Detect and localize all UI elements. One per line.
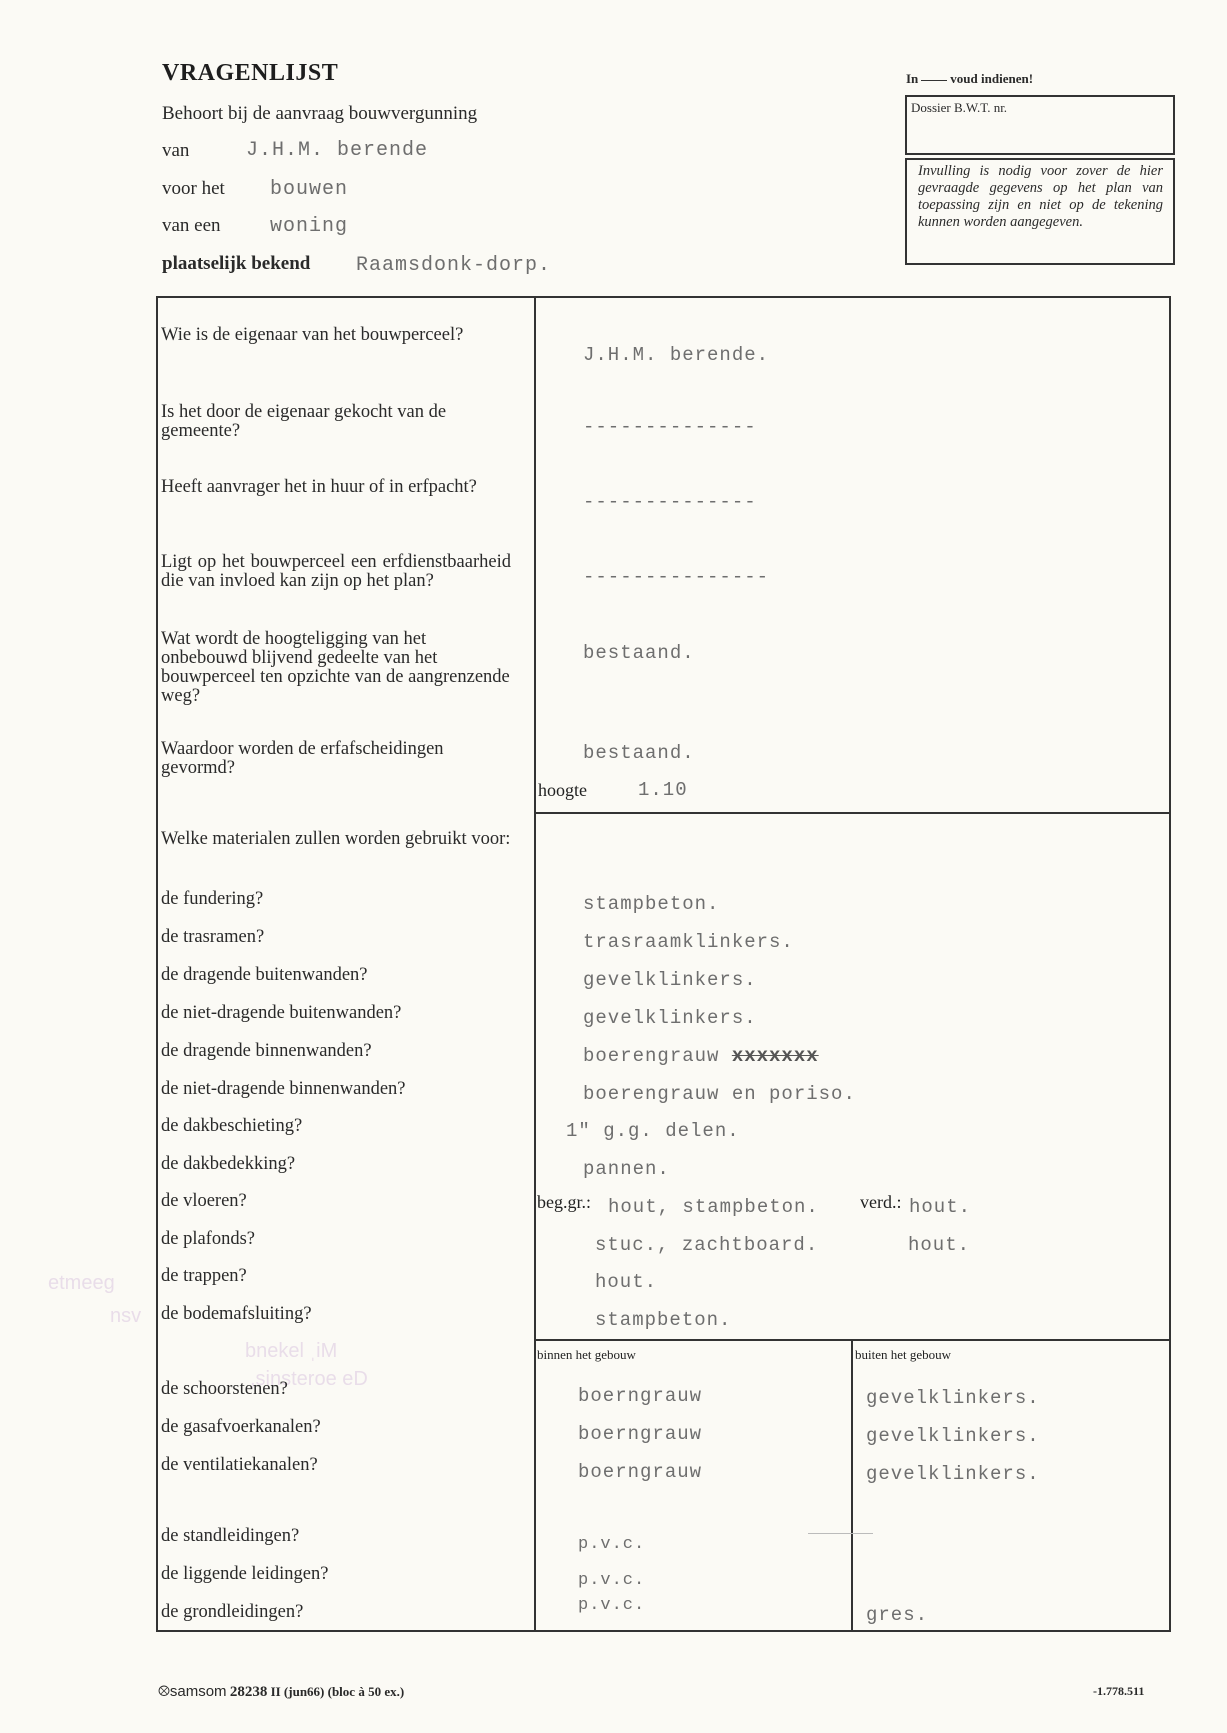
material-answer: boerengrauw en poriso. [583,1083,856,1105]
upper-floor-label: verd.: [860,1192,902,1212]
column-divider [534,296,536,1632]
question-elevation: Wat wordt de hoogteligging van het onbebouwd blijvend gedeelte van het bouwperceel ten opzichte van de aangrenzende weg? [161,629,510,706]
in-voud-prefix: In [906,71,919,86]
material-answer-ground-floor: hout, stampbeton. [608,1196,819,1218]
material-answer: hout. [595,1271,658,1293]
inside-outside-divider [851,1339,853,1632]
pipe-answer-inside: p.v.c. [578,1596,646,1615]
publisher-logo: ⮾samsom [158,1683,227,1700]
answer-bought-from-municipality: -------------- [583,416,757,438]
form-code: -1.778.511 [1093,1684,1145,1698]
answer-easement: --------------- [583,566,770,588]
submission-count-note [906,71,1033,87]
form-number: 28238 [229,1684,268,1700]
duct-answer-inside: boerngrauw [578,1423,703,1445]
duct-answer-inside: boerngrauw [578,1461,703,1483]
material-answer: gevelklinkers. [583,969,757,991]
duct-question: de ventilatiekanalen? [161,1455,318,1475]
bleedthrough-text: etmeeg [48,1272,115,1294]
pipe-answer-inside: p.v.c. [578,1535,646,1554]
material-question: de plafonds? [161,1229,256,1249]
form-title: VRAGENLIJST [162,60,339,86]
material-answer: gevelklinkers. [583,1007,757,1029]
field-purpose-label: voor het [162,178,225,199]
material-answer-upper-floor: hout. [909,1196,972,1218]
material-question: de dragende buitenwanden? [161,965,368,985]
material-answer: stampbeton. [595,1309,732,1331]
material-answer: stampbeton. [583,893,720,915]
question-lease: Heeft aanvrager het in huur of in erfpacht? [161,477,477,497]
material-question: de niet-dragende binnenwanden? [161,1079,406,1099]
material-question: de dragende binnenwanden? [161,1041,372,1061]
question-bought-from-municipality: Is het door de eigenaar gekocht van de gemeente? [161,402,447,441]
answer-boundaries: bestaand. [583,742,695,764]
dash-mark [808,1533,873,1534]
field-object-label: van een [162,215,221,236]
pipe-question: de liggende leidingen? [161,1564,329,1584]
form-edition: II (jun66) (bloc à 50 ex.) [270,1684,405,1699]
instruction-text: Invulling is nodig voor zover de hier gevraagde gegevens op het plan van toepassing zijn en niet op de tekening kunnen worden aangegeven. [918,163,1163,230]
field-purpose-value: bouwen [270,178,349,201]
materials-intro: Welke materialen zullen worden gebruikt voor: [161,829,511,849]
form-footer [158,1683,404,1701]
answer-elevation: bestaand. [583,642,695,664]
dossier-box [905,95,1175,155]
in-voud-suffix: voud indienen! [950,71,1034,86]
material-answer: stuc., zachtboard. [595,1234,819,1256]
section-divider [534,812,1171,814]
bleedthrough-text: bnekel ˌiM [245,1340,338,1362]
bleedthrough-text: nsv [110,1305,142,1327]
material-question: de trasramen? [161,927,265,947]
duct-question: de schoorstenen? [161,1379,288,1399]
duct-question: de gasafvoerkanalen? [161,1417,321,1437]
hoogte-label: hoogte [538,780,587,800]
material-question: de bodemafsluiting? [161,1304,312,1324]
material-question: de vloeren? [161,1191,247,1211]
material-question: de fundering? [161,889,264,909]
field-location-value: Raamsdonk-dorp. [356,254,552,277]
field-applicant-label: van [162,140,190,161]
material-answer-upper-floor: hout. [908,1234,971,1256]
duct-answer-outside: gevelklinkers. [866,1463,1040,1485]
answer-owner: J.H.M. berende. [583,344,770,366]
submission-count-blank [921,80,947,81]
question-easement: Ligt op het bouwperceel een erfdienstbaarheid die van invloed kan zijn op het plan? [161,552,511,591]
pipe-answer-inside: p.v.c. [578,1571,646,1590]
material-answer: trasraamklinkers. [583,931,794,953]
material-question: de dakbedekking? [161,1154,296,1174]
pipe-question: de grondleidingen? [161,1602,304,1622]
material-answer-text: boerengrauw [583,1045,720,1067]
ground-floor-label: beg.gr.: [537,1192,591,1212]
bleedthrough-text: ,sinsteroe eD [250,1368,368,1390]
column-header-inside: binnen het gebouw [537,1347,636,1362]
pipe-answer-outside: gres. [866,1604,929,1626]
material-answer: 1" g.g. delen. [566,1120,740,1142]
duct-answer-outside: gevelklinkers. [866,1387,1040,1409]
form-subtitle: Behoort bij de aanvraag bouwvergunning [162,103,478,124]
material-question: de niet-dragende buitenwanden? [161,1003,402,1023]
material-question: de dakbeschieting? [161,1116,303,1136]
duct-answer-inside: boerngrauw [578,1385,703,1407]
material-question: de trappen? [161,1266,247,1286]
struck-out-text: xxxxxxx [731,1045,819,1067]
question-owner: Wie is de eigenaar van het bouwperceel? [161,325,464,345]
hoogte-value: 1.10 [638,779,688,801]
field-object-value: woning [270,215,349,238]
field-location-label: plaatselijk bekend [162,253,311,274]
instruction-box [905,158,1175,265]
dossier-label: Dossier B.W.T. nr. [911,100,1008,115]
pipe-question: de standleidingen? [161,1526,300,1546]
material-answer [583,1045,819,1067]
field-applicant-value: J.H.M. berende [246,139,429,162]
material-answer: pannen. [583,1158,670,1180]
column-header-outside: buiten het gebouw [855,1347,952,1362]
question-boundaries: Waardoor worden de erfafscheidingen gevormd? [161,739,444,778]
duct-answer-outside: gevelklinkers. [866,1425,1040,1447]
answer-lease: -------------- [583,491,757,513]
